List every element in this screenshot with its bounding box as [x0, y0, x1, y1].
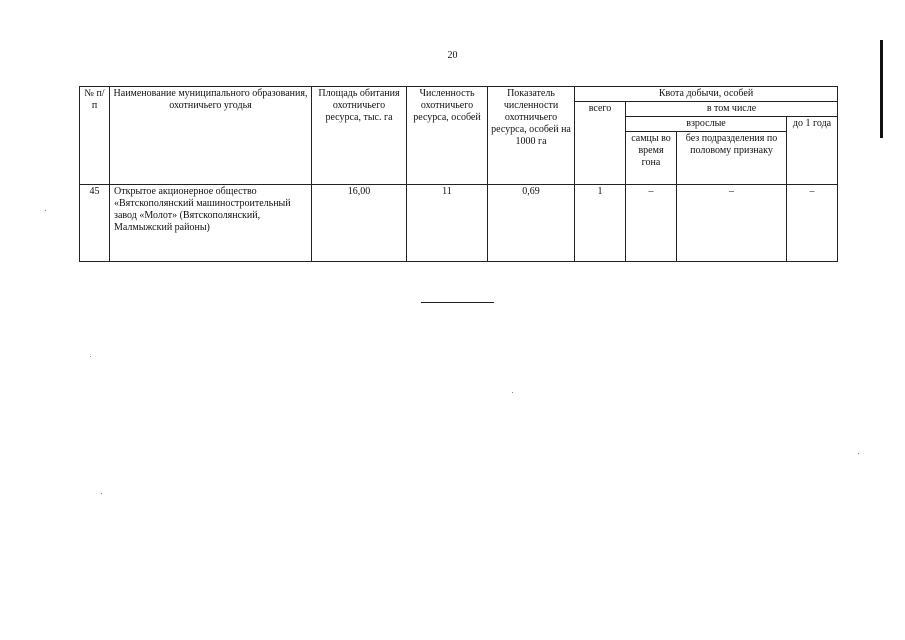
cell-males: –: [626, 185, 677, 262]
header-total: всего: [575, 102, 626, 185]
cell-area: 16,00: [312, 185, 407, 262]
header-males: самцы во время гона: [626, 132, 677, 185]
end-of-table-rule: [421, 302, 494, 303]
scan-speck: [858, 453, 859, 454]
cell-num: 45: [80, 185, 110, 262]
cell-count: 11: [407, 185, 488, 262]
header-quota: Квота добычи, особей: [575, 87, 838, 102]
header-density: Показатель численности охотничьего ресурса, особей на 1000 га: [488, 87, 575, 185]
scan-speck: [101, 493, 102, 494]
header-area: Площадь обитания охотничьего ресурса, тыс. га: [312, 87, 407, 185]
hunting-quota-table: [79, 86, 838, 262]
header-row-1: [80, 87, 838, 102]
header-num: № п/п: [80, 87, 110, 185]
page-number: 20: [447, 50, 458, 61]
cell-total: 1: [575, 185, 626, 262]
header-count: Численность охотничьего ресурса, особей: [407, 87, 488, 185]
scan-speck: [45, 210, 46, 211]
cell-under1: –: [787, 185, 838, 262]
header-nosex: без подразделения по половому признаку: [677, 132, 787, 185]
scan-margin-mark: [880, 40, 883, 138]
header-name: Наименование муниципального образования, охотничьего угодья: [110, 87, 312, 185]
cell-density: 0,69: [488, 185, 575, 262]
header-adults: взрослые: [626, 117, 787, 132]
scan-speck: [90, 356, 91, 357]
header-including: в том числе: [626, 102, 838, 117]
table-row: [80, 185, 838, 262]
cell-nosex: –: [677, 185, 787, 262]
scan-speck: [512, 392, 513, 393]
header-under1: до 1 года: [787, 117, 838, 185]
cell-name: Открытое акционерное общество «Вятскополянский машиностроительный завод «Молот» (Вятскополянский, Малмыжский районы): [110, 185, 312, 262]
